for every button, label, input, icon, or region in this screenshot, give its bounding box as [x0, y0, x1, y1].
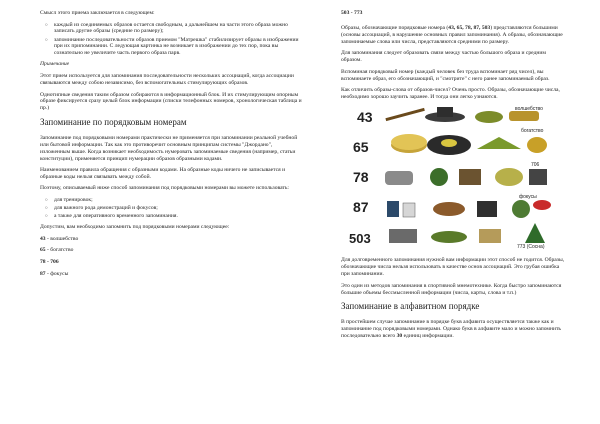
- item-text: - богатство: [45, 247, 74, 254]
- bullet-list-2: [40, 197, 302, 220]
- paragraph: Для долговременного запоминания нужной вам информации этот способ не годится. Образы, обозначающие числа нельзя использовать в качестве основ ассоциаций. Это грубая ошибка при запоминании.: [341, 257, 565, 278]
- figure-caption: фокусы: [519, 194, 537, 201]
- item-number: 87: [40, 271, 46, 278]
- list-item: ○ а также для оперативного временного запоминания.: [54, 213, 302, 220]
- figure-label: 503: [349, 231, 371, 247]
- text-run: В простейшем случае запоминание в порядке букв алфавита осуществляется также как и запоминание под порядковыми номерами. Однако букв в алфавите мало и можно запомнить последовательно всего: [341, 319, 561, 339]
- coins-icon: [391, 134, 547, 155]
- right-column: [341, 0, 565, 424]
- text-run: ) представляются большими (основы ассоциаций, в нарушение основных правил запоминания). А образы, обозначающие запоминаемые слова или числа, представляются средними по размеру.: [341, 24, 563, 45]
- text-run: Образы, обозначающие порядковые номера (: [341, 24, 449, 31]
- paragraph: Однотипные сведения таким образом собираются в информационный блок. И их стимулирующим опорным образе фиксируется сразу целый блок информации (списки телефонных номеров, хронологическая таблица и пр.): [40, 91, 302, 112]
- left-column: [40, 0, 302, 424]
- list-item: ○ для тренировок;: [54, 197, 302, 204]
- item-number: 43: [40, 235, 46, 242]
- figure-label: 78: [353, 169, 369, 186]
- paragraph: Это один из методов запоминания в спортивной мнемотехнике. Когда быстро запоминаются большие объемы бессмысленной информации (числа, карты, слова и т.п.): [341, 282, 562, 296]
- paragraph: Как отличить образы-слова от образов-чисел? Очень просто. Образы, обозначающие числа, необходимо хорошо заучить заранее. И тогда они легко узнаются.: [341, 87, 560, 100]
- illustration-svg: [349, 105, 559, 250]
- paragraph: Этот прием используется для запоминания последовательности нескольких ассоциаций, когда ассоциации связываются между собою независимо, без вспомогательных стимулирующих образов.: [40, 73, 294, 87]
- item-number: 65: [40, 247, 46, 254]
- numbered-item: [40, 247, 302, 254]
- figure-label: 43: [357, 109, 373, 126]
- bold-number: 30: [396, 332, 403, 339]
- figure-caption: волшебство: [515, 106, 543, 113]
- list-item: ○ для важного рода демонстраций и фокусов;: [54, 205, 302, 212]
- illustration-figure: [349, 105, 559, 250]
- note-label: Примечание: [40, 61, 70, 68]
- number-pair-heading: 503 - 773: [341, 10, 363, 16]
- figure-caption: богатство: [521, 128, 544, 135]
- item-number: 78 - 706: [40, 259, 59, 266]
- list-item: ○ запоминание последовательности образов приемом "Матрешка" стабилизирует образы в изображении при их припоминании. С ледующая картинка не возникает в изображении до тех пор, пока вы сознательно не увеличите часть первого образа парв.: [54, 37, 302, 58]
- tricks-icon: [387, 200, 551, 218]
- bullet-list-1: [40, 22, 302, 58]
- figure-caption: 773 (Сосна): [517, 244, 545, 251]
- item-text: - волшебство: [45, 235, 79, 242]
- paragraph: Для запоминания следует образовать связи между частью большого образа и средним образом.: [341, 50, 546, 64]
- numbered-item: [40, 259, 302, 266]
- paragraph: [341, 25, 565, 46]
- paragraph: [341, 319, 565, 340]
- paragraph: Поэтому, описываемый ниже способ запоминания под порядковыми номерами вы можете использовать:: [40, 185, 289, 192]
- figure-label: 87: [353, 199, 369, 216]
- numbered-item: [40, 271, 302, 278]
- paragraph: Допустим, вам необходимо запомнить под порядковыми номерами следующее:: [40, 224, 230, 231]
- figure-label: 65: [353, 139, 369, 156]
- pine-icon: [389, 223, 545, 243]
- list-item: ○ каждый из соединяемых образов остается свободным, а дальнейшем на части этого образа можно записать другие образы (средние по размеру);: [54, 22, 302, 36]
- item-text: - фокусы: [45, 271, 69, 278]
- numbered-item: [40, 236, 302, 243]
- intro-text: Смысл этого приема заключается в следующем:: [40, 10, 155, 16]
- section-heading: Запоминание по порядковым номерам: [40, 116, 187, 127]
- objects-icon: [385, 168, 547, 186]
- bold-numbers: 43, 65, 78, 87, 503: [448, 24, 491, 31]
- section-heading: Запоминание в алфавитном порядке: [341, 301, 480, 312]
- figure-caption: 706: [531, 162, 540, 169]
- text-run: единиц информации.: [402, 332, 454, 339]
- paragraph: Наименованием правила обращения с образными кодами. На образные коды ничего не записывается и образные коды нельзя связывать между собой.: [40, 167, 286, 180]
- paragraph: Запоминание под порядковыми номерами практически не применяется при запоминании реальной учебной или бытовой информации. Так как это противоречит основным принципам системы "Джордано", изложенным выше. Когда возникает необходимость нумеровать запоминаемые сведения (например, статьи конституции), применяется принцип нумерации образов образными кодами.: [40, 134, 298, 162]
- paragraph: Вспоминая порядковый номер (каждый человек без труда вспоминает ряд чисел), вы вспоминаете образ, его обозначающий, и "смотрите" с него ранее запоминаемый образ.: [341, 68, 550, 82]
